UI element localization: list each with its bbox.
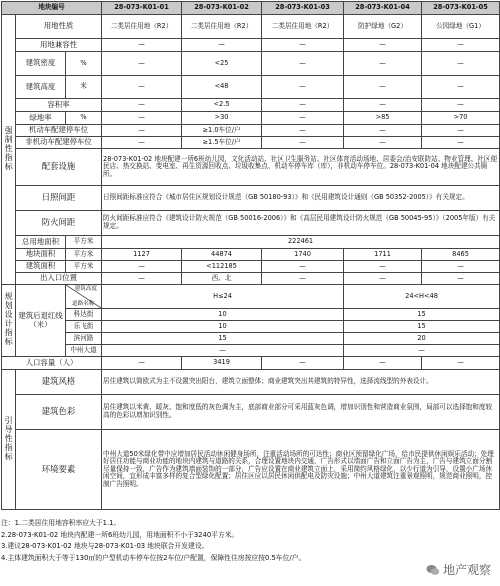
- header-label: 地块编号: [2, 2, 102, 15]
- style-row: [2, 370, 500, 395]
- building-area-value: —: [102, 261, 182, 273]
- road-name: 科达街: [66, 309, 102, 321]
- building-area-label: 建筑面积: [16, 261, 66, 273]
- facilities-row: [2, 149, 500, 186]
- height-label: 建筑高度: [16, 76, 66, 99]
- setback-h2: 24<H<48: [344, 285, 500, 309]
- nonmotor-parking-row: [2, 137, 500, 149]
- mandatory-side-label: 强制性指标: [2, 15, 16, 285]
- road-setback-v2: —: [344, 345, 500, 357]
- density-unit: %: [66, 52, 102, 76]
- road-setback-v2: 20: [344, 333, 500, 345]
- entrance-value: —: [344, 273, 422, 285]
- entrance-value: —: [262, 273, 344, 285]
- compat-label: 用地兼容性: [16, 39, 102, 52]
- population-value: —: [262, 357, 344, 370]
- entrance-row: [2, 273, 500, 285]
- compat-row: [2, 39, 500, 52]
- far-value: —: [102, 99, 182, 112]
- total-area-label: 总用地面积: [16, 236, 66, 249]
- sunlight-label: 日照间距: [16, 186, 102, 211]
- guiding-side-label: 引导性指标: [2, 370, 16, 510]
- compat-value: —: [422, 39, 500, 52]
- motor-parking-label: 机动车配建停车位: [16, 125, 102, 137]
- notes-block: [1, 518, 497, 564]
- plot-id: 28-073-K01-03: [262, 2, 344, 15]
- fire-row: [2, 211, 500, 236]
- setback-road-row: [2, 309, 500, 321]
- environment-row: [2, 430, 500, 510]
- green-value: —: [262, 112, 344, 125]
- nonmotor-parking-value: —: [262, 137, 344, 149]
- land-use-value: 公园绿地（G1）: [422, 15, 500, 39]
- plot-area-unit: 平方米: [66, 249, 102, 261]
- population-label: 人口容量（人）: [2, 357, 102, 370]
- diag-top-label: 建筑高度: [74, 286, 98, 292]
- population-value: —: [102, 357, 182, 370]
- green-unit: %: [66, 112, 102, 125]
- building-area-value: <112185: [182, 261, 262, 273]
- motor-parking-value: —: [344, 125, 422, 137]
- diag-bottom-label: 道路名称: [72, 300, 95, 307]
- plot-area-value: 44874: [182, 249, 262, 261]
- plot-id: 28-073-K01-02: [182, 2, 262, 15]
- green-label: 绿地率: [16, 112, 66, 125]
- setback-header-row: [2, 285, 500, 309]
- green-value: >30: [182, 112, 262, 125]
- far-label: 容积率: [16, 99, 102, 112]
- color-label: 建筑色彩: [16, 395, 102, 430]
- far-value: <2.5: [182, 99, 262, 112]
- color-text: 居住建筑以米黄、暖灰、饱和度低的灰色调为主，底部商业部分可采用蓝灰色调，增加识别性和营造商业氛围，局部可以选择饱和度较高的色彩以增加识别性。: [102, 395, 500, 430]
- motor-parking-row: [2, 125, 500, 137]
- far-value: —: [422, 99, 500, 112]
- land-use-label: 用地性质: [16, 15, 102, 39]
- land-use-value: 防护绿地（G2）: [344, 15, 422, 39]
- far-value: —: [344, 99, 422, 112]
- land-use-value: 二类居住用地（R2）: [182, 15, 262, 39]
- nonmotor-parking-label: 非机动车配建停车位: [16, 137, 102, 149]
- density-value: —: [102, 52, 182, 76]
- land-use-value: 二类居住用地（R2）: [102, 15, 182, 39]
- total-area-row: [2, 236, 500, 249]
- nonmotor-parking-value: —: [422, 137, 500, 149]
- density-label: 建筑密度: [16, 52, 66, 76]
- setback-road-row: [2, 345, 500, 357]
- green-value: —: [102, 112, 182, 125]
- sunlight-row: [2, 186, 500, 211]
- building-area-row: [2, 261, 500, 273]
- population-value: —: [422, 357, 500, 370]
- density-value: —: [422, 52, 500, 76]
- note-line: 4.主体建筑面积大于等于130㎡的户型机动车停车位按2车位/户配置，保障性住房按应按0.5车位/户。: [1, 553, 306, 562]
- height-row: [2, 76, 500, 99]
- facilities-label: 配套设施: [16, 149, 102, 186]
- road-setback-v1: —: [102, 345, 344, 357]
- environment-label: 环境要素: [16, 430, 102, 510]
- plot-area-label: 地块面积: [16, 249, 66, 261]
- setback-h1: H≤24: [102, 285, 344, 309]
- nonmotor-parking-value: —: [102, 137, 182, 149]
- nonmotor-parking-value: ≥1.5车位/户: [182, 137, 262, 149]
- height-value: —: [262, 76, 344, 99]
- height-unit: 米: [66, 76, 102, 99]
- density-value: <25: [182, 52, 262, 76]
- environment-text: 中州大道50米绿化带中应增加居民活动休闲健身场所，注重活动场所的可达性；商业区预留绿化广场，给市民提供休闲娱乐活动；处理好居住功能与商业功能的地块内建筑与道路的关系，合理设置地块内交通，广告形式以墙面广告和立面广告为主，广告与建筑立面分割尽量保持一致，广告作为建筑墙面装饰的一部分，广告应设置在商业建筑立面上，采用简约风格绿化，以少行道为引导，设置小广场休闲空间，宜形成丰富多样的复合型绿化配置；居住区应以居民休闲供配电及防灾设施；中州大道建筑注重景观照明，规范商业照明，控制广告照明。: [102, 430, 500, 510]
- style-label: 建筑风格: [16, 370, 102, 395]
- total-area-value: 222461: [102, 236, 500, 249]
- far-row: [2, 99, 500, 112]
- population-row: [2, 357, 500, 370]
- land-use-value: 二类居住用地（R2）: [262, 15, 344, 39]
- entrance-value: —: [422, 273, 500, 285]
- far-value: —: [262, 99, 344, 112]
- style-text: 居住建筑以简欧式为主不设置突出阳台，建筑立面整体；商业建筑突出其建筑的特异性，选择流线型的外表设计。: [102, 370, 500, 395]
- compat-value: —: [102, 39, 182, 52]
- note-line: 注：1.二类居住用地容积率应大于1.1。: [1, 519, 121, 527]
- facilities-text: 28-073-K01-02 地块配建一所6班幼儿园，文化活动站、社区卫生服务站、社区体育活动场地、居委会/治安联防站、物业管理、社区便民店、热交换站、变电室、再生资源回收点、垃圾收集点、机动车停车库（库），非机动车停车位。28-073-K01-04 地块配建公共厕所。: [102, 149, 500, 186]
- compat-value: —: [182, 39, 262, 52]
- sunlight-text: 日照间距标准应符合《城市居住区规划设计规范（GB 50180-93）》和《民用建筑设计通则（GB 50352-2005）》有关规定。: [102, 186, 500, 211]
- road-setback-v2: 15: [344, 321, 500, 333]
- setback-label: 建筑后退红线（米）: [16, 285, 66, 357]
- plot-id: 28-073-K01-01: [102, 2, 182, 15]
- note-line: 2.28-073-K01-02 地块内配建一所6班幼儿园，用地面积不小于3240平方米。: [1, 530, 239, 539]
- height-value: <48: [182, 76, 262, 99]
- motor-parking-value: —: [262, 125, 344, 137]
- height-value: —: [344, 76, 422, 99]
- road-name: 中州大道: [66, 345, 102, 357]
- plot-area-row: [2, 249, 500, 261]
- control-indicator-table: [1, 1, 500, 510]
- nonmotor-parking-value: —: [344, 137, 422, 149]
- population-value: 3419: [182, 357, 262, 370]
- green-row: [2, 112, 500, 125]
- road-setback-v2: 15: [344, 309, 500, 321]
- motor-parking-value: —: [102, 125, 182, 137]
- building-area-value: —: [422, 261, 500, 273]
- land-use-row: [2, 15, 500, 39]
- density-row: [2, 52, 500, 76]
- wechat-logo-icon: [426, 563, 440, 577]
- total-area-unit: 平方米: [66, 236, 102, 249]
- road-name: 乐飞街: [66, 321, 102, 333]
- planning-side-label: 规划设计指标: [2, 285, 16, 357]
- motor-parking-value: —: [422, 125, 500, 137]
- setback-road-row: [2, 333, 500, 345]
- green-value: >85: [344, 112, 422, 125]
- fire-label: 防火间距: [16, 211, 102, 236]
- entrance-value: 西、北: [182, 273, 262, 285]
- plot-area-value: 8465: [422, 249, 500, 261]
- entrance-value: —: [102, 273, 182, 285]
- header-row: [2, 2, 500, 15]
- plot-id: 28-073-K01-05: [422, 2, 500, 15]
- watermark-text: 地产观察: [442, 563, 491, 577]
- building-area-value: —: [344, 261, 422, 273]
- setback-diagonal-header: [66, 285, 102, 309]
- compat-value: —: [262, 39, 344, 52]
- road-setback-v1: 10: [102, 309, 344, 321]
- density-value: —: [262, 52, 344, 76]
- road-setback-v1: 10: [102, 321, 344, 333]
- road-name: 滨河路: [66, 333, 102, 345]
- color-row: [2, 395, 500, 430]
- building-area-unit: 平方米: [66, 261, 102, 273]
- entrance-label: 出入口位置: [16, 273, 102, 285]
- height-value: —: [422, 76, 500, 99]
- road-setback-v1: 15: [102, 333, 344, 345]
- plot-area-value: 1740: [262, 249, 344, 261]
- plot-area-value: 1711: [344, 249, 422, 261]
- plot-area-value: 1127: [102, 249, 182, 261]
- motor-parking-value: ≥1.0车位/户: [182, 125, 262, 137]
- fire-text: 防火间距标准应符合《建筑设计防火规范（GB 50016-2006）》和《高层民用建筑设计防火规范（GB 50045-95）》（2005年版）有关规定。: [102, 211, 500, 236]
- setback-road-row: [2, 321, 500, 333]
- population-value: —: [344, 357, 422, 370]
- height-value: —: [102, 76, 182, 99]
- density-value: —: [344, 52, 422, 76]
- watermark: [423, 561, 494, 578]
- green-value: >70: [422, 112, 500, 125]
- building-area-value: —: [262, 261, 344, 273]
- note-line: 3.建议28-073-K01-02 地块与28-073-K01-03 地块联合开发建设。: [1, 542, 209, 551]
- plot-id: 28-073-K01-04: [344, 2, 422, 15]
- compat-value: —: [344, 39, 422, 52]
